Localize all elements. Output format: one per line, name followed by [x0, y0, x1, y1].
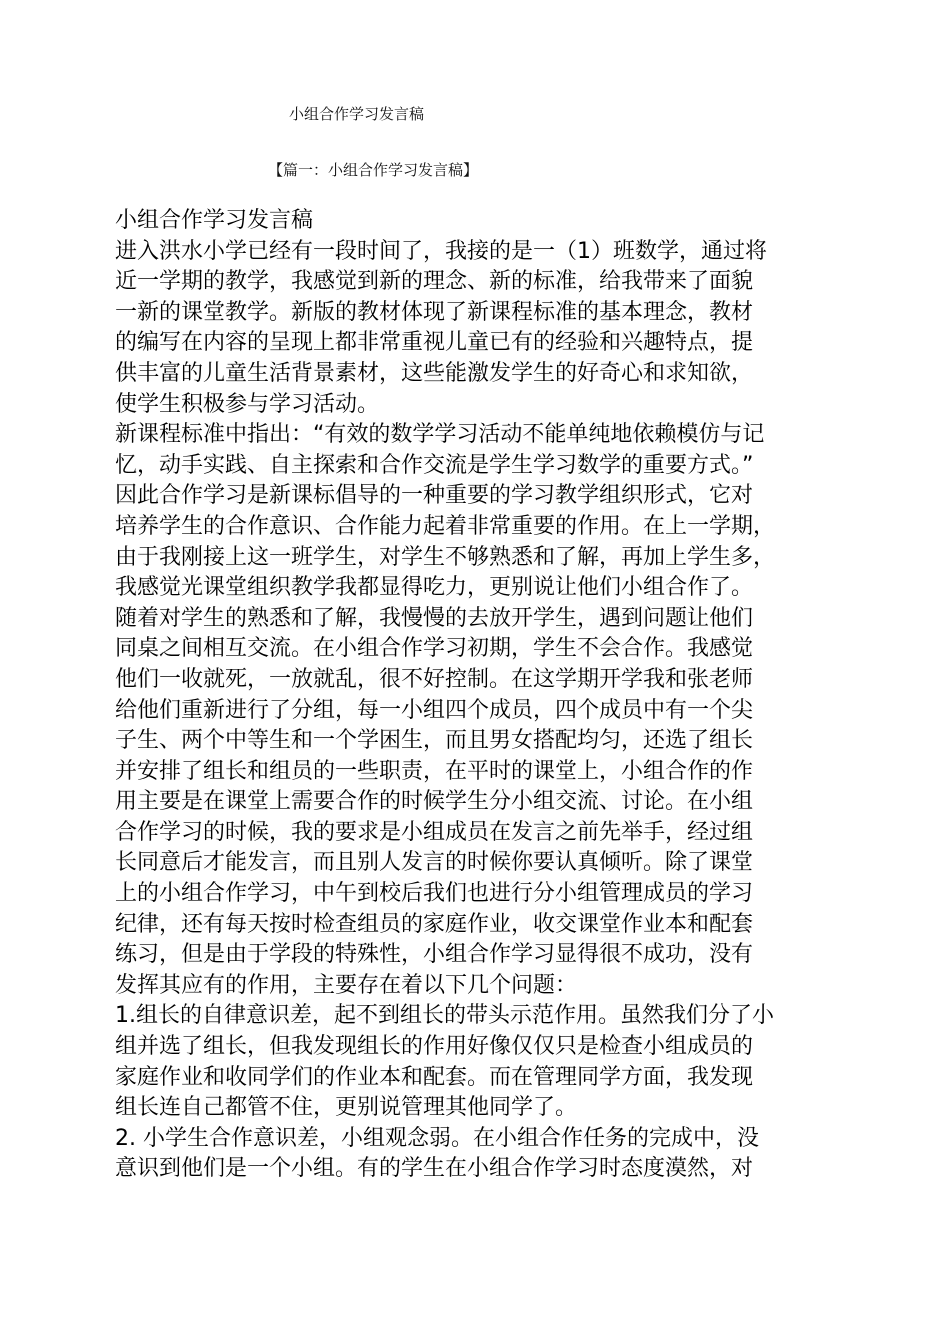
paragraph-line: 由于我刚接上这一班学生，对学生不够熟悉和了解，再加上学生多，: [115, 544, 776, 570]
paragraph-line: 给他们重新进行了分组，每一小组四个成员，四个成员中有一个尖: [115, 697, 754, 723]
paragraph-line: 进入洪水小学已经有一段时间了，我接的是一（1）班数学，通过将: [115, 238, 767, 264]
paragraph-line: 子生、两个中等生和一个学困生，而且男女搭配均匀，还选了组长: [115, 728, 754, 754]
paragraph-line: 并安排了组长和组员的一些职责，在平时的课堂上，小组合作的作: [115, 758, 754, 784]
paragraph-line: 纪律，还有每天按时检查组员的家庭作业，收交课堂作业本和配套: [115, 911, 754, 937]
paragraph-line: 近一学期的教学，我感觉到新的理念、新的标准，给我带来了面貌: [115, 269, 754, 295]
document-body: [115, 206, 840, 1185]
body-heading: 小组合作学习发言稿: [115, 208, 314, 233]
paragraph-line: 我感觉光课堂组织教学我都显得吃力，更别说让他们小组合作了。: [115, 575, 754, 601]
paragraph-line: 供丰富的儿童生活背景素材，这些能激发学生的好奇心和求知欲，: [115, 360, 754, 386]
paragraph-line: 2. 小学生合作意识差，小组观念弱。在小组合作任务的完成中，没: [115, 1125, 759, 1151]
paragraph-line: 上的小组合作学习，中午到校后我们也进行分小组管理成员的学习: [115, 881, 754, 907]
paragraph-line: 合作学习的时候，我的要求是小组成员在发言之前先举手，经过组: [115, 819, 754, 845]
paragraph-line: 的编写在内容的呈现上都非常重视儿童已有的经验和兴趣特点，提: [115, 330, 754, 356]
paragraph-line: 长同意后才能发言，而且别人发言的时候你要认真倾听。除了课堂: [115, 850, 754, 876]
paragraph-line: 组长连自己都管不住，更别说管理其他同学了。: [115, 1095, 578, 1121]
paragraph-line: 培养学生的合作意识、合作能力起着非常重要的作用。在上一学期，: [115, 513, 776, 539]
paragraph-line: 组并选了组长，但我发现组长的作用好像仅仅只是检查小组成员的: [115, 1034, 754, 1060]
paragraph-line: 随着对学生的熟悉和了解，我慢慢的去放开学生，遇到问题让他们: [115, 605, 754, 631]
paragraph-line: 用主要是在课堂上需要合作的时候学生分小组交流、讨论。在小组: [115, 789, 754, 815]
section-label: 【篇一：小组合作学习发言稿】: [268, 161, 479, 179]
paragraph-line: 同桌之间相互交流。在小组合作学习初期，学生不会合作。我感觉: [115, 636, 754, 662]
paragraph-line: 忆，动手实践、自主探索和合作交流是学生学习数学的重要方式。”: [115, 452, 754, 478]
paragraph-line: 使学生积极参与学习活动。: [115, 391, 380, 417]
paragraph-line: 因此合作学习是新课标倡导的一种重要的学习教学组织形式，它对: [115, 483, 754, 509]
paragraph-line: 1.组长的自律意识差，起不到组长的带头示范作用。虽然我们分了小: [115, 1003, 774, 1029]
paragraph-line: 他们一收就死，一放就乱，很不好控制。在这学期开学我和张老师: [115, 666, 754, 692]
paragraph-line: 练习，但是由于学段的特殊性，小组合作学习显得很不成功，没有: [115, 942, 754, 968]
paragraph-line: 意识到他们是一个小组。有的学生在小组合作学习时态度漠然，对: [115, 1156, 754, 1182]
paragraph-line: 一新的课堂教学。新版的教材体现了新课程标准的基本理念，教材: [115, 299, 754, 325]
paragraph-line: 家庭作业和收同学们的作业本和配套。而在管理同学方面，我发现: [115, 1064, 754, 1090]
paragraph-line: 发挥其应有的作用，主要存在着以下几个问题：: [115, 972, 578, 998]
paragraph-line: 新课程标准中指出：“有效的数学学习活动不能单纯地依赖模仿与记: [115, 422, 765, 448]
document-title: 小组合作学习发言稿: [289, 105, 425, 123]
